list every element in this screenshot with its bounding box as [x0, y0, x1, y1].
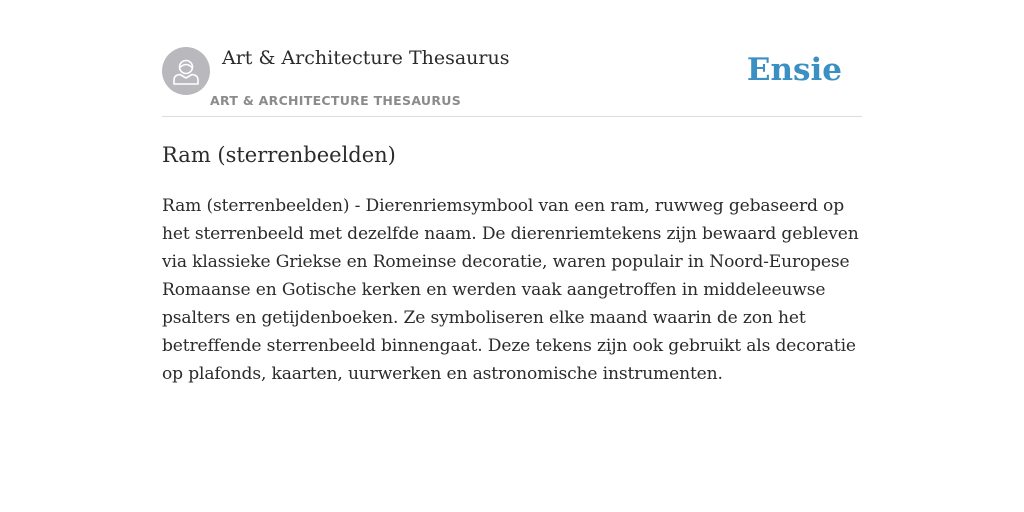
author-avatar[interactable] [162, 47, 210, 95]
author-subtitle: ART & ARCHITECTURE THESAURUS [210, 93, 462, 108]
author-name[interactable]: Art & Architecture Thesaurus [222, 47, 510, 69]
entry-title: Ram (sterrenbeelden) [162, 143, 396, 167]
ensie-logo-link[interactable]: Ensie [746, 52, 842, 88]
user-placeholder-icon [162, 47, 210, 95]
entry-header [162, 46, 862, 117]
entry-card [162, 46, 862, 384]
entry-description: Ram (sterrenbeelden) - Dierenriemsymbool van een ram, ruwweg gebaseerd op het sterrenbeeld met dezelfde naam. De dierenriemtekens zijn bewaard gebleven via klassieke Griekse en Romeinse decoratie, waren populair in Noord-Europese Romaanse en Gotische kerken en werden vaak aangetroffen in middeleeuwse psalters en getijdenboeken. Ze symboliseren elke maand waarin de zon het betreffende sterrenbeeld binnengaat. Deze tekens zijn ook gebruikt als decoratie op plafonds, kaarten, uurwerken en astronomische instrumenten. [162, 196, 859, 384]
